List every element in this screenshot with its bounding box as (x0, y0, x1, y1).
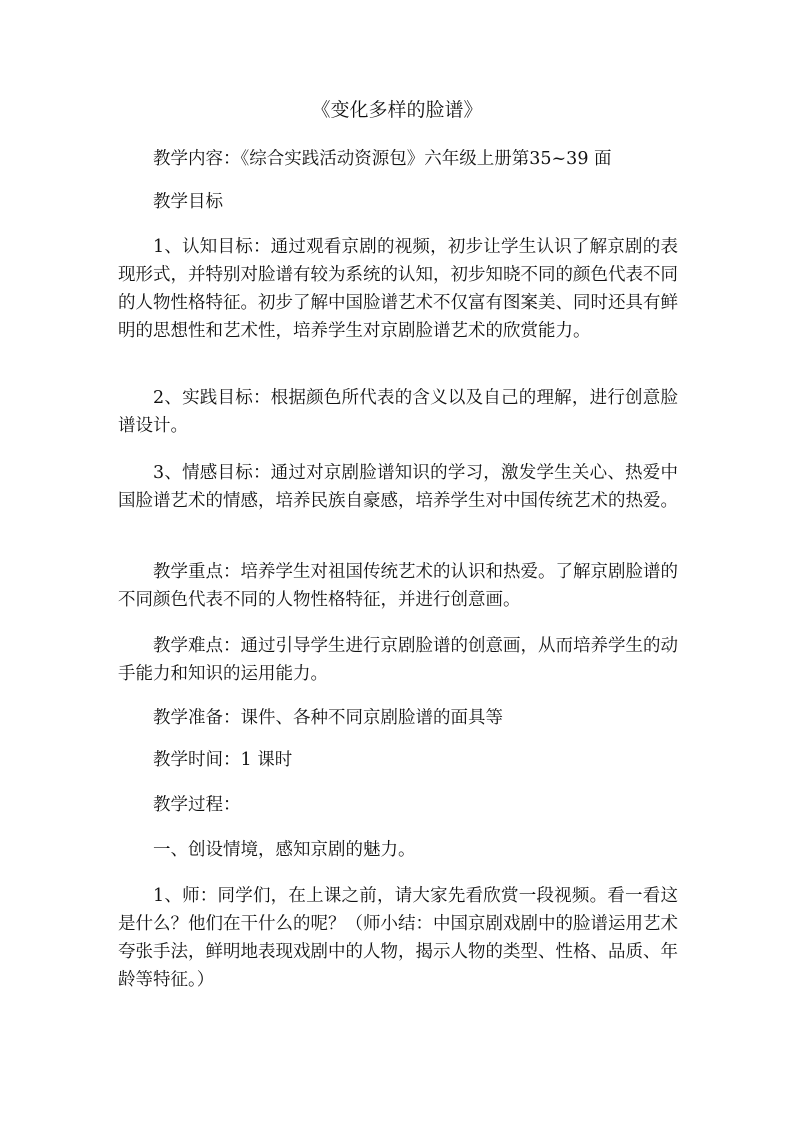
objectives-heading: 教学目标 (153, 192, 223, 212)
section-heading-1: 一、创设情境，感知京剧的魅力。 (153, 840, 416, 860)
teaching-preparation: 教学准备：课件、各种不同京剧脸谱的面具等 (153, 708, 503, 728)
teaching-time: 教学时间：1 课时 (153, 750, 293, 770)
process-heading: 教学过程： (153, 795, 241, 815)
teaching-content-line: 教学内容：《综合实践活动资源包》六年级上册第35~39 面 (153, 149, 612, 169)
teaching-difficulties: 教学难点：通过引导学生进行京剧脸谱的创意画，从而培养学生的动手能力和知识的运用能力。 (118, 636, 678, 684)
objective-emotion: 3、情感目标：通过对京剧脸谱知识的学习，激发学生关心、热爱中国脸谱艺术的情感，培养民族自豪感，培养学生对中国传统艺术的热爱。 (118, 463, 678, 511)
document-title: 《变化多样的脸谱》 (311, 99, 483, 121)
key-points: 教学重点：培养学生对祖国传统艺术的认识和热爱。了解京剧脸谱的不同颜色代表不同的人物性格特征，并进行创意画。 (118, 562, 678, 610)
objective-practice: 2、实践目标：根据颜色所代表的含义以及自己的理解，进行创意脸谱设计。 (118, 388, 678, 436)
objective-cognitive: 1、认知目标：通过观看京剧的视频，初步让学生认识了解京剧的表现形式，并特别对脸谱有较为系统的认知，初步知晓不同的颜色代表不同的人物性格特征。初步了解中国脸谱艺术不仅富有图案美、同时还具有鲜明的思想性和艺术性，培养学生对京剧脸谱艺术的欣赏能力。 (118, 237, 678, 341)
process-step-1: 1、师：同学们，在上课之前，请大家先看欣赏一段视频。看一看这是什么？他们在干什么的呢？（师小结：中国京剧戏剧中的脸谱运用艺术夸张手法，鲜明地表现戏剧中的人物，揭示人物的类型、性格、品质、年龄等特征。） (118, 886, 678, 990)
